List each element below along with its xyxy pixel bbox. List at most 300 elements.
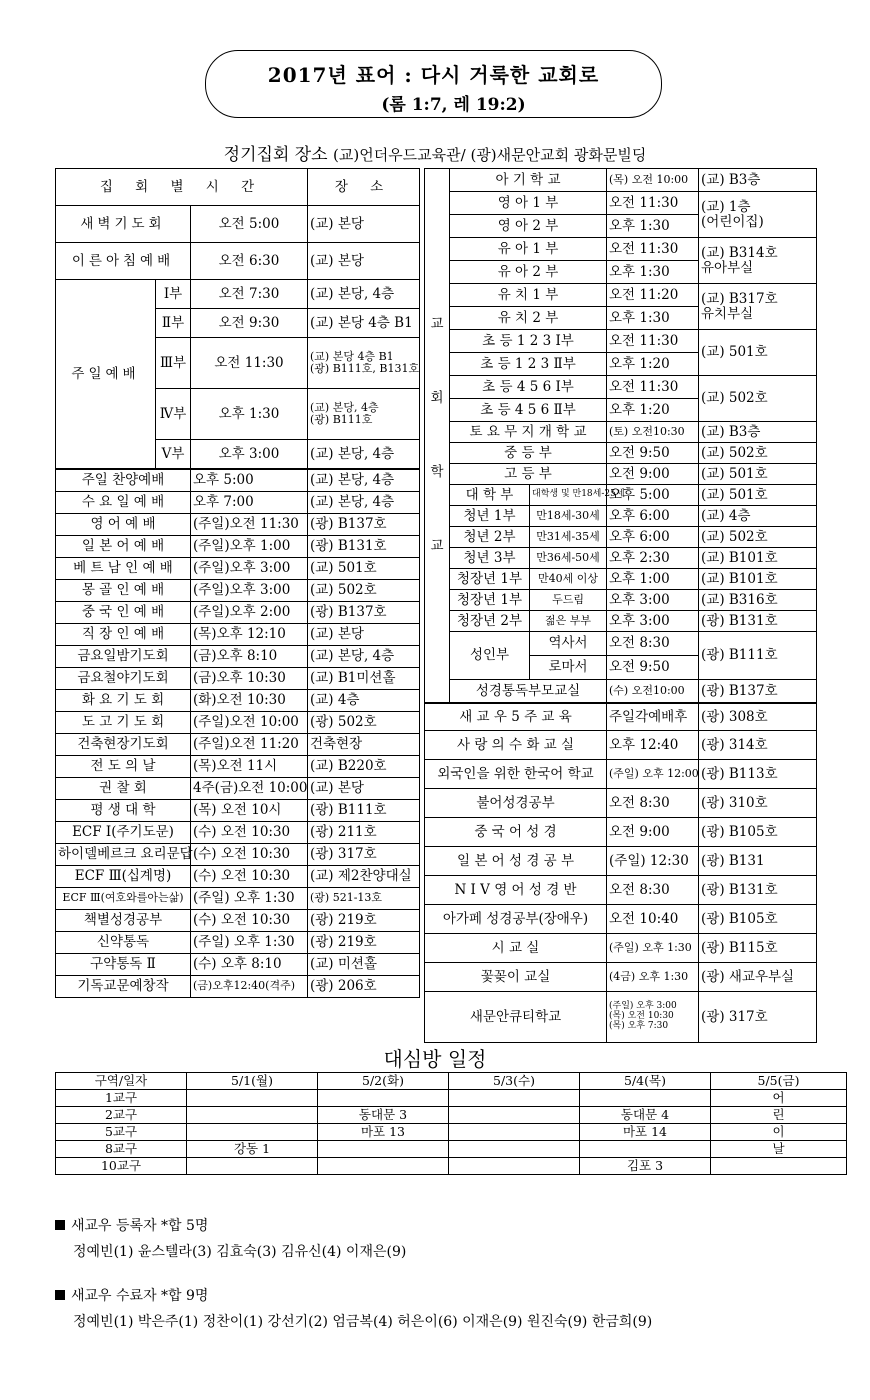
dept-time: 오후 1:30 <box>607 307 699 330</box>
dept-time: (수) 오전10:00 <box>607 680 699 704</box>
meeting-place: (광) 502호 <box>308 712 420 734</box>
completers-title: 새교우 수료자 *합 9명 <box>71 1288 209 1304</box>
table-row <box>425 590 817 611</box>
dept-name: 영 아 2 부 <box>450 215 607 238</box>
place-line: (광) B131호 <box>701 612 778 629</box>
place-line: (광) B111호 <box>310 413 373 426</box>
program-time: (4금) 오후 1:30 <box>607 963 699 992</box>
meeting-time: (주일)오후 2:00 <box>191 602 308 624</box>
school-label-char: 교 <box>430 538 444 555</box>
program-place: (광) B105호 <box>699 905 817 934</box>
table-row <box>56 624 420 646</box>
meeting-place: (광) 317호 <box>308 844 420 866</box>
square-bullet-icon <box>55 1220 65 1230</box>
visit-cell: 8교구 <box>56 1141 187 1158</box>
visit-cell: 5교구 <box>56 1124 187 1141</box>
table-row <box>425 680 817 704</box>
sunday-service-label: 주일예배 <box>56 280 156 470</box>
program-place: (광) 317호 <box>699 992 817 1043</box>
dept-place <box>699 611 817 632</box>
dept-name: 청년 2부 <box>450 527 530 548</box>
table-row <box>425 876 817 905</box>
program-time: 오전 10:40 <box>607 905 699 934</box>
dept-time: 오후 3:00 <box>607 611 699 632</box>
dept-time: (목) 오전 10:00 <box>607 169 699 192</box>
meeting-place <box>308 280 420 309</box>
table-row <box>56 558 420 580</box>
meeting-name: 베 트 남 인 예 배 <box>56 558 191 580</box>
table-row <box>425 611 817 632</box>
dept-place <box>699 443 817 464</box>
place-line: (교) 502호 <box>701 528 768 545</box>
right-schedule-table <box>424 168 817 1043</box>
visit-cell <box>318 1141 449 1158</box>
table-row <box>56 778 420 800</box>
meeting-place: (교) 4층 <box>308 690 420 712</box>
program-name: 사 랑 의 수 화 교 실 <box>425 731 607 760</box>
meeting-time: 오전 7:30 <box>191 280 308 309</box>
place-line: (어린이집) <box>701 213 764 230</box>
visit-cell <box>449 1107 580 1124</box>
place-line: (교) B101호 <box>701 549 778 566</box>
meeting-name: 금요철야기도회 <box>56 668 191 690</box>
dept-time: 오후 6:00 <box>607 527 699 548</box>
meeting-name: 몽 골 인 예 배 <box>56 580 191 602</box>
service-part: Ⅲ부 <box>156 338 191 389</box>
dept-name: 초 등 4 5 6 Ⅰ부 <box>450 376 607 399</box>
meeting-place: (교) 제2찬양대실 <box>308 866 420 888</box>
left-schedule-table <box>55 168 420 998</box>
program-name: 시 교 실 <box>425 934 607 963</box>
meeting-place: (교) 본당, 4층 <box>308 469 420 492</box>
meeting-time: 오전 11:30 <box>191 338 308 389</box>
visit-cell <box>449 1124 580 1141</box>
meeting-name: 새벽기도회 <box>56 206 191 243</box>
meeting-name: 평 생 대 학 <box>56 800 191 822</box>
meeting-name: 권 찰 회 <box>56 778 191 800</box>
meeting-time: 오후 1:30 <box>191 389 308 440</box>
place-line: (교) B101호 <box>701 570 778 587</box>
meeting-time: 오전 6:30 <box>191 243 308 280</box>
table-row <box>56 668 420 690</box>
meeting-time: (수) 오전 10:30 <box>191 910 308 932</box>
place-line: (교) 501호 <box>701 486 768 503</box>
visit-cell <box>580 1090 711 1107</box>
dept-time: 오후 6:00 <box>607 506 699 527</box>
visit-schedule-title: 대심방 일정 <box>383 1047 487 1071</box>
venue-label: 정기집회 장소 <box>223 145 328 165</box>
place-line: 유아부실 <box>701 259 754 276</box>
table-row <box>56 514 420 536</box>
program-time <box>607 992 699 1043</box>
table-row <box>56 822 420 844</box>
meeting-place: (광) B111호 <box>308 800 420 822</box>
meeting-time: (금)오후 8:10 <box>191 646 308 668</box>
table-row <box>425 992 817 1043</box>
dept-note: 역사서 <box>530 632 607 656</box>
dept-place <box>699 569 817 590</box>
table-row <box>56 602 420 624</box>
table-row <box>425 464 817 485</box>
table-row <box>425 506 817 527</box>
service-part: Ⅱ부 <box>156 309 191 338</box>
school-label-char: 학 <box>430 464 444 481</box>
square-bullet-icon <box>55 1290 65 1300</box>
program-name: N I V 영 어 성 경 반 <box>425 876 607 905</box>
meeting-name: 전 도 의 날 <box>56 756 191 778</box>
visit-row <box>56 1107 847 1124</box>
visit-cell <box>187 1107 318 1124</box>
dept-note: 두드림 <box>530 590 607 611</box>
table-row <box>56 844 420 866</box>
dept-time: 오전 9:50 <box>607 656 699 680</box>
table-row <box>56 954 420 976</box>
table-row <box>425 703 817 731</box>
time-line: (주일) 오후 3:00 <box>609 1001 677 1012</box>
service-part: Ⅳ부 <box>156 389 191 440</box>
meeting-time: (주일)오전 11:30 <box>191 514 308 536</box>
dept-name: 청년 3부 <box>450 548 530 569</box>
meeting-name: 건축현장기도회 <box>56 734 191 756</box>
place-line: (광) B111호, B131호 <box>310 362 420 375</box>
visit-cell: 1교구 <box>56 1090 187 1107</box>
meeting-time: (금)오후 10:30 <box>191 668 308 690</box>
place-line: (교) B3층 <box>701 423 761 440</box>
visit-cell: 2교구 <box>56 1107 187 1124</box>
motto-banner <box>205 50 662 118</box>
place-line: (교) 501호 <box>701 465 768 482</box>
time-line: (목) 오후 7:30 <box>609 1020 669 1031</box>
program-name: 새문안큐티학교 <box>425 992 607 1043</box>
visit-cell <box>187 1124 318 1141</box>
table-row <box>56 800 420 822</box>
table-row <box>56 580 420 602</box>
table-header <box>56 169 420 206</box>
visit-row <box>56 1124 847 1141</box>
meeting-name: 금요일밤기도회 <box>56 646 191 668</box>
meeting-name: 책별성경공부 <box>56 910 191 932</box>
meeting-name: 기독교문예창작 <box>56 976 191 998</box>
dept-name: 영 아 1 부 <box>450 192 607 215</box>
meeting-place: (교) 501호 <box>308 558 420 580</box>
meeting-time: (주일) 오후 1:30 <box>191 932 308 954</box>
meeting-place <box>308 309 420 338</box>
meeting-time: 오전 5:00 <box>191 206 308 243</box>
visit-cell: 동대문 4 <box>580 1107 711 1124</box>
place-line: (교) 502호 <box>701 390 768 407</box>
meeting-place: (광) 219호 <box>308 910 420 932</box>
meeting-place: (교) 본당 <box>308 243 420 280</box>
meeting-name: 구약통독 Ⅱ <box>56 954 191 976</box>
place-line: 유치부실 <box>701 305 754 322</box>
visit-cell <box>318 1090 449 1107</box>
visit-cell: 김포 3 <box>580 1158 711 1175</box>
program-place: (광) B105호 <box>699 818 817 847</box>
program-name: 새 교 우 5 주 교 육 <box>425 703 607 731</box>
dept-name: 유 치 1 부 <box>450 284 607 307</box>
meeting-place: (교) 미션홀 <box>308 954 420 976</box>
meeting-time: (주일) 오후 1:30 <box>191 888 308 910</box>
table-row <box>56 469 420 492</box>
venue-line <box>0 140 870 165</box>
visit-cell <box>318 1158 449 1175</box>
table-row <box>425 760 817 789</box>
program-name: 불어성경공부 <box>425 789 607 818</box>
visit-header-row <box>56 1073 847 1090</box>
program-name: 아가페 성경공부(장애우) <box>425 905 607 934</box>
table-row <box>425 422 817 443</box>
visit-cell <box>449 1158 580 1175</box>
table-row <box>425 527 817 548</box>
table-row <box>56 756 420 778</box>
dept-time: 오후 1:20 <box>607 399 699 422</box>
dept-note: 만36세-50세 <box>530 548 607 569</box>
visit-header-cell: 5/1(월) <box>187 1073 318 1090</box>
program-place: (광) 314호 <box>699 731 817 760</box>
motto-verse: (롬 1:7, 레 19:2) <box>381 95 526 115</box>
place-line: (교) B316호 <box>701 591 778 608</box>
table-row <box>425 443 817 464</box>
dept-place <box>699 590 817 611</box>
meeting-time: (주일)오후 1:00 <box>191 536 308 558</box>
meeting-time: (수) 오전 10:30 <box>191 866 308 888</box>
dept-time: 오전 11:30 <box>607 238 699 261</box>
meeting-name: ECF Ⅲ(여호와를아는삶) <box>56 888 191 910</box>
place-line: (교) B314호 <box>701 244 778 261</box>
program-time: (주일) 오후 12:00 <box>607 760 699 789</box>
dept-place <box>699 169 817 192</box>
table-row <box>425 376 817 399</box>
dept-time: 오전 11:30 <box>607 330 699 353</box>
dept-note: 로마서 <box>530 656 607 680</box>
dept-time: (토) 오전10:30 <box>607 422 699 443</box>
meeting-time: 오전 9:30 <box>191 309 308 338</box>
dept-name: 초 등 1 2 3 Ⅱ부 <box>450 353 607 376</box>
dept-place <box>699 485 817 506</box>
table-row <box>56 536 420 558</box>
place-line: (교) B3층 <box>701 171 761 188</box>
meeting-place <box>308 389 420 440</box>
completers-names: 정예빈(1) 박은주(1) 정찬이(1) 강선기(2) 엄금복(4) 허은이(6) 이재은(9) 원진숙(9) 한금희(9) <box>73 1314 653 1330</box>
visit-cell <box>580 1141 711 1158</box>
program-time: 오전 8:30 <box>607 789 699 818</box>
table-row <box>56 910 420 932</box>
visit-cell <box>187 1158 318 1175</box>
table-row <box>56 734 420 756</box>
place-line: (교) 본당 4층 B1 <box>310 314 413 331</box>
meeting-name: ECF Ⅲ(십계명) <box>56 866 191 888</box>
dept-place <box>699 506 817 527</box>
visit-cell: 날 <box>711 1141 847 1158</box>
program-place: (광) 310호 <box>699 789 817 818</box>
program-place: (광) 새교우부실 <box>699 963 817 992</box>
table-row <box>425 330 817 353</box>
table-row <box>425 569 817 590</box>
header-place: 장 소 <box>308 169 420 206</box>
meeting-place <box>308 338 420 389</box>
meeting-name: ECF Ⅰ(주기도문) <box>56 822 191 844</box>
table-row <box>56 690 420 712</box>
dept-note: 만31세-35세 <box>530 527 607 548</box>
dept-note: 젊은 부부 <box>530 611 607 632</box>
meeting-time: (주일)오후 3:00 <box>191 558 308 580</box>
visit-row <box>56 1090 847 1107</box>
table-row <box>425 548 817 569</box>
place-line: (교) 1층 <box>701 198 751 215</box>
place-line: (교) 본당, 4층 <box>310 285 395 302</box>
visit-header-cell: 5/2(화) <box>318 1073 449 1090</box>
program-name: 일 본 어 성 경 공 부 <box>425 847 607 876</box>
place-line: (교) 501호 <box>701 344 768 361</box>
motto-title: 2017년 표어 : 다시 거룩한 교회로 <box>267 63 600 87</box>
adult-dept-name: 성인부 <box>450 632 530 680</box>
registrants-title: 새교우 등록자 *합 5명 <box>71 1218 209 1234</box>
visit-header-cell: 5/3(수) <box>449 1073 580 1090</box>
table-row <box>425 632 817 656</box>
meeting-time: 오후 3:00 <box>191 440 308 470</box>
table-row <box>425 934 817 963</box>
dept-name: 초 등 4 5 6 Ⅱ부 <box>450 399 607 422</box>
header-time: 집 회 별 시 간 <box>56 169 308 206</box>
place-line: (교) 502호 <box>701 444 768 461</box>
dept-time: 오후 2:30 <box>607 548 699 569</box>
dept-note: 만18세-30세 <box>530 506 607 527</box>
meeting-name: 영 어 예 배 <box>56 514 191 536</box>
dept-name: 청장년 1부 <box>450 590 530 611</box>
meeting-name: 도 고 기 도 회 <box>56 712 191 734</box>
table-row <box>425 905 817 934</box>
visit-schedule-table <box>55 1072 847 1175</box>
table-row <box>56 646 420 668</box>
meeting-time: (화)오전 10:30 <box>191 690 308 712</box>
meeting-place: (교) 본당 <box>308 206 420 243</box>
table-row <box>425 731 817 760</box>
place-line: (교) B317호 <box>701 290 778 307</box>
dept-time: 오전 11:20 <box>607 284 699 307</box>
meeting-place: 건축현장 <box>308 734 420 756</box>
dept-place: (광) B111호 <box>699 632 817 680</box>
visit-cell: 이 <box>711 1124 847 1141</box>
meeting-place: (교) 502호 <box>308 580 420 602</box>
meeting-place: (교) 본당, 4층 <box>308 646 420 668</box>
program-place: (광) B131호 <box>699 876 817 905</box>
table-row <box>56 866 420 888</box>
meeting-place: (광) B131호 <box>308 536 420 558</box>
registrants-names: 정예빈(1) 윤스텔라(3) 김효숙(3) 김유신(4) 이재은(9) <box>73 1244 407 1260</box>
table-row <box>425 485 817 506</box>
table-row <box>56 243 420 280</box>
meeting-name: 화 요 기 도 회 <box>56 690 191 712</box>
visit-row <box>56 1158 847 1175</box>
dept-time: 오전 9:50 <box>607 443 699 464</box>
dept-name: 청장년 1부 <box>450 569 530 590</box>
dept-place: (광) B137호 <box>699 680 817 704</box>
dept-place <box>699 376 817 422</box>
dept-time: 오후 1:00 <box>607 569 699 590</box>
meeting-place <box>308 440 420 470</box>
dept-time: 오후 5:00 <box>607 485 699 506</box>
church-school-label <box>425 169 450 704</box>
dept-time: 오후 1:30 <box>607 215 699 238</box>
dept-name: 초 등 1 2 3 Ⅰ부 <box>450 330 607 353</box>
meeting-name: 중 국 인 예 배 <box>56 602 191 624</box>
completers-section <box>55 1285 652 1331</box>
dept-name: 아 기 학 교 <box>450 169 607 192</box>
visit-cell <box>449 1090 580 1107</box>
place-line: (교) 4층 <box>701 507 751 524</box>
dept-time: 오후 1:20 <box>607 353 699 376</box>
time-line: (목) 오전 10:30 <box>609 1011 674 1022</box>
dept-place <box>699 284 817 330</box>
program-time: (주일) 오후 1:30 <box>607 934 699 963</box>
meeting-time: 4주(금)오전 10:00 <box>191 778 308 800</box>
program-time: 오후 12:40 <box>607 731 699 760</box>
meeting-name: 수 요 일 예 배 <box>56 492 191 514</box>
meeting-time: (목)오전 11시 <box>191 756 308 778</box>
program-place: (광) 308호 <box>699 703 817 731</box>
program-name: 중 국 어 성 경 <box>425 818 607 847</box>
meeting-place: (교) B1미션홀 <box>308 668 420 690</box>
place-line: (교) 본당, 4층 <box>310 400 379 414</box>
table-row <box>425 238 817 261</box>
venue-detail: (교)언더우드교육관/ (광)새문안교회 광화문빌딩 <box>333 146 647 164</box>
visit-cell: 린 <box>711 1107 847 1124</box>
visit-cell: 강동 1 <box>187 1141 318 1158</box>
meeting-time: (주일)오후 3:00 <box>191 580 308 602</box>
program-name: 외국인을 위한 한국어 학교 <box>425 760 607 789</box>
table-row <box>56 280 420 309</box>
dept-place <box>699 422 817 443</box>
service-part: Ⅰ부 <box>156 280 191 309</box>
dept-time: 오후 1:30 <box>607 261 699 284</box>
program-place: (광) B131 <box>699 847 817 876</box>
table-row <box>425 847 817 876</box>
meeting-time: (주일)오전 11:20 <box>191 734 308 756</box>
dept-name: 청장년 2부 <box>450 611 530 632</box>
dept-place <box>699 330 817 376</box>
meeting-name: 주일 찬양예배 <box>56 469 191 492</box>
table-row <box>56 976 420 998</box>
meeting-time: (목) 오전 10시 <box>191 800 308 822</box>
visit-header-cell: 구역/일자 <box>56 1073 187 1090</box>
dept-name: 중 등 부 <box>450 443 607 464</box>
meeting-name: 일 본 어 예 배 <box>56 536 191 558</box>
meeting-place: (광) B137호 <box>308 514 420 536</box>
program-time: (주일) 12:30 <box>607 847 699 876</box>
dept-name: 청년 1부 <box>450 506 530 527</box>
dept-name: 유 치 2 부 <box>450 307 607 330</box>
service-part: Ⅴ부 <box>156 440 191 470</box>
meeting-time: (수) 오전 10:30 <box>191 822 308 844</box>
meeting-name: 하이델베르크 요리문답 <box>56 844 191 866</box>
meeting-place: (광) 206호 <box>308 976 420 998</box>
meeting-place: (교) 본당, 4층 <box>308 492 420 514</box>
visit-cell <box>449 1141 580 1158</box>
dept-note: 만40세 이상 <box>530 569 607 590</box>
table-row <box>56 206 420 243</box>
meeting-time: (주일)오전 10:00 <box>191 712 308 734</box>
dept-time: 오전 11:30 <box>607 376 699 399</box>
meeting-time: 오후 5:00 <box>191 469 308 492</box>
program-time: 오전 8:30 <box>607 876 699 905</box>
visit-cell: 10교구 <box>56 1158 187 1175</box>
meeting-time: (수) 오후 8:10 <box>191 954 308 976</box>
program-time: 주일각예배후 <box>607 703 699 731</box>
program-time: 오전 9:00 <box>607 818 699 847</box>
visit-cell <box>711 1158 847 1175</box>
dept-note: 대학생 및 만18세-25세 <box>530 485 607 506</box>
dept-place <box>699 464 817 485</box>
